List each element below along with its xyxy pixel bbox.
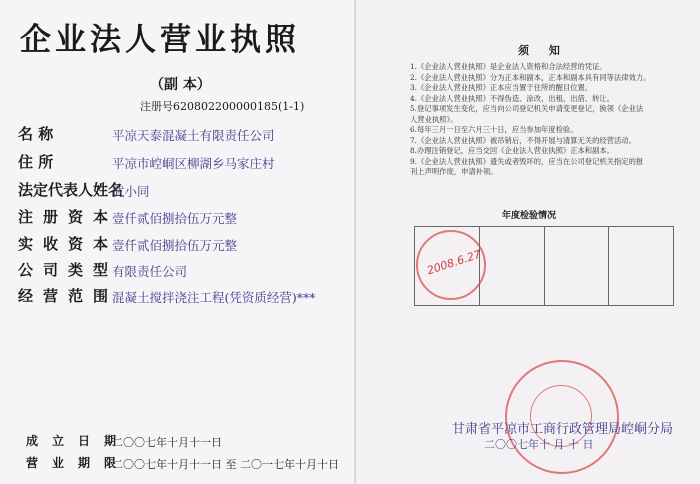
copy-label: （副 本） <box>150 77 211 93</box>
inspection-cell <box>480 227 545 305</box>
annual-inspection-title: 年度检验情况 <box>502 211 557 221</box>
notice-item: 人营业执照》。 <box>410 114 458 124</box>
established-label: 成立日期 <box>26 434 131 448</box>
term-label: 营业期限 <box>26 456 131 470</box>
registration-value: 620802200000185(1-1) <box>173 100 305 113</box>
field-paid-capital-value: 壹仟贰佰捌拾伍万元整 <box>112 238 238 253</box>
field-paid-capital-label: 实收资本 <box>18 235 119 253</box>
inspection-cell <box>545 227 610 305</box>
field-registered-capital-value: 壹仟贰佰捌拾伍万元整 <box>112 211 238 226</box>
field-name-label: 名 称 <box>18 125 54 143</box>
notice-item: 9.《企业法人营业执照》遗失或者毁坏的，应当在公司登记机关指定的报 <box>410 156 644 166</box>
term-value: 二〇〇七年十月十一日 至 二〇一七年十月十日 <box>112 458 339 471</box>
notice-item: 7.《企业法人营业执照》被吊销后，不得开展与清算无关的经营活动。 <box>410 135 636 145</box>
established-value: 二〇〇七年十月十一日 <box>112 436 222 449</box>
notice-item: 3.《企业法人营业执照》正本应当置于住所的醒目位置。 <box>410 83 593 92</box>
issue-date: 二〇〇七年十 月 十 日 <box>484 438 594 451</box>
notice-item: 6.每年三月一日至六月三十日，应当参加年度检验。 <box>410 125 578 134</box>
field-legal-rep-value: 武小同 <box>112 184 150 199</box>
notice-list <box>410 62 692 178</box>
notice-item: 1.《企业法人营业执照》是企业法人资格和合法经营的凭证。 <box>410 62 607 71</box>
notice-item: 2.《企业法人营业执照》分为正本和副本，正本和副本具有同等法律效力。 <box>410 72 651 82</box>
notice-title: 须 知 <box>518 44 568 57</box>
field-address-label: 住 所 <box>18 153 54 171</box>
field-name-value: 平凉天泰混凝土有限责任公司 <box>112 128 275 143</box>
inspection-cell <box>609 227 673 305</box>
notice-item: 5.登记事项发生变化，应当向公司登记机关申请变更登记，换领《企业法 <box>410 104 644 113</box>
license-title: 企业法人营业执照 <box>20 22 300 58</box>
inspection-stamp-date: 2008.6.27 <box>425 247 483 278</box>
field-address-value: 平凉市崆峒区柳湖乡马家庄村 <box>112 156 275 171</box>
notice-item: 8.办理注销登记，应当交回《企业法人营业执照》正本和副本。 <box>410 146 614 155</box>
field-registered-capital-label: 注册资本 <box>18 208 119 226</box>
field-business-scope-label: 经营范围 <box>18 287 119 305</box>
issuer-authority: 甘肃省平凉市工商行政管理局崆峒分局 <box>452 422 674 437</box>
field-company-type-value: 有限责任公司 <box>112 264 188 279</box>
registration-number <box>140 98 304 114</box>
field-company-type-label: 公司类型 <box>18 261 119 279</box>
registration-label: 注册号 <box>140 100 173 113</box>
field-legal-rep-label: 法定代表人姓名 <box>18 181 124 199</box>
notice-item: 4.《企业法人营业执照》不得伪造、涂改、出租、出借、转让。 <box>410 93 614 103</box>
notice-item: 刊上声明作废，申请补领。 <box>410 167 498 176</box>
field-business-scope-value: 混凝土搅拌浇注工程(凭资质经营)*** <box>112 290 316 305</box>
